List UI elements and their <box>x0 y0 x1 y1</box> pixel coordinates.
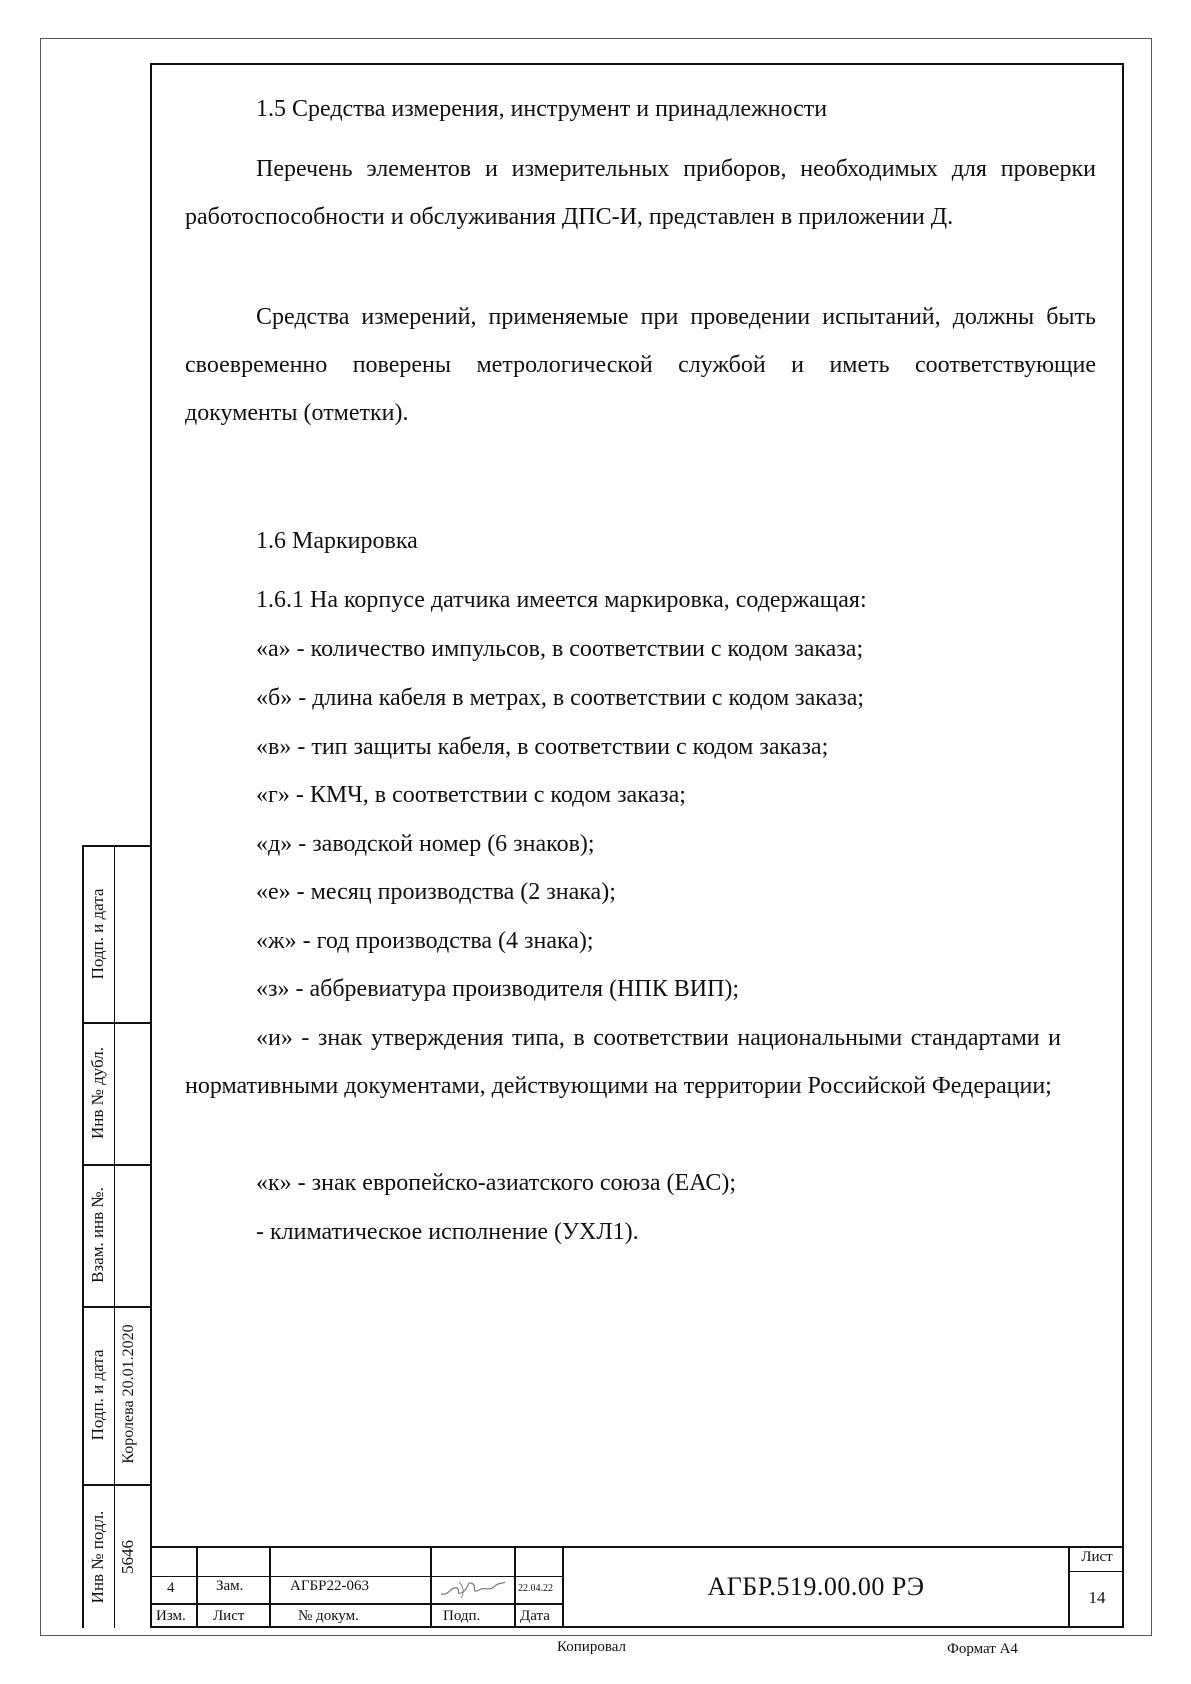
change-number: 4 <box>167 1580 175 1596</box>
inv-podl-label: Инв № подл. <box>88 1510 107 1604</box>
sheet-number: 14 <box>1088 1588 1106 1607</box>
column-izm: Изм. <box>156 1608 186 1624</box>
document-number: АГБР22-063 <box>290 1578 369 1594</box>
list-item: «ж» - год производства (4 знака); <box>256 928 594 954</box>
vzam-inv-label: Взам. инв №. <box>88 1187 107 1283</box>
inv-podl-value: 5646 <box>118 1540 137 1574</box>
document-designation: АГБР.519.00.00 РЭ <box>707 1572 925 1601</box>
inv-dubl-label: Инв № дубл. <box>88 1047 107 1140</box>
signature-date-value: Королева 20.01.2020 <box>120 1324 137 1464</box>
section-heading-1-6: 1.6 Маркировка <box>256 528 418 554</box>
podp-date-label: Подп. и дата <box>88 1349 107 1441</box>
revision-date: 22.04.22 <box>518 1583 553 1594</box>
list-item: «в» - тип защиты кабеля, в соответствии с кодом заказа; <box>256 734 829 760</box>
marking-intro: 1.6.1 На корпусе датчика имеется маркировка, содержащая: <box>256 587 867 613</box>
paragraph: Средства измерений, применяемые при проведении испытаний, должны быть своевременно поверены метрологической службой и иметь соответствующие документы (отметки). <box>185 304 1096 426</box>
format-label: Формат А4 <box>947 1641 1018 1657</box>
column-podp: Подп. <box>443 1608 481 1624</box>
column-data: Дата <box>520 1608 550 1624</box>
list-item: «е» - месяц производства (2 знака); <box>256 879 616 905</box>
podp-date-label: Подп. и дата <box>88 888 107 980</box>
list-item: «б» - длина кабеля в метрах, в соответствии с кодом заказа; <box>256 685 865 711</box>
list-item: «к» - знак европейско-азиатского союза (ЕАС); <box>256 1170 736 1196</box>
list-item: «д» - заводской номер (6 знаков); <box>256 831 595 857</box>
signature-icon <box>437 1574 509 1602</box>
sheet-label: Лист <box>1081 1549 1113 1565</box>
list-item: «г» - КМЧ, в соответствии с кодом заказа; <box>256 782 686 808</box>
list-item: - климатическое исполнение (УХЛ1). <box>256 1219 639 1245</box>
list-item: «а» - количество импульсов, в соответствии с кодом заказа; <box>256 636 864 662</box>
change-type: Зам. <box>216 1578 244 1594</box>
copied-label: Копировал <box>557 1639 626 1655</box>
section-heading-1-5: 1.5 Средства измерения, инструмент и принадлежности <box>256 96 828 122</box>
column-dokum: № докум. <box>298 1608 359 1624</box>
list-item: «и» - знак утверждения типа, в соответствии национальными стандартами и нормативными документами, действующими на территории Российской Федерации; <box>185 1025 1061 1099</box>
paragraph: Перечень элементов и измерительных приборов, необходимых для проверки работоспособности и обслуживания ДПС-И, представлен в приложении Д. <box>185 156 1096 230</box>
column-list: Лист <box>213 1608 245 1624</box>
list-item: «з» - аббревиатура производителя (НПК ВИП); <box>256 976 740 1002</box>
